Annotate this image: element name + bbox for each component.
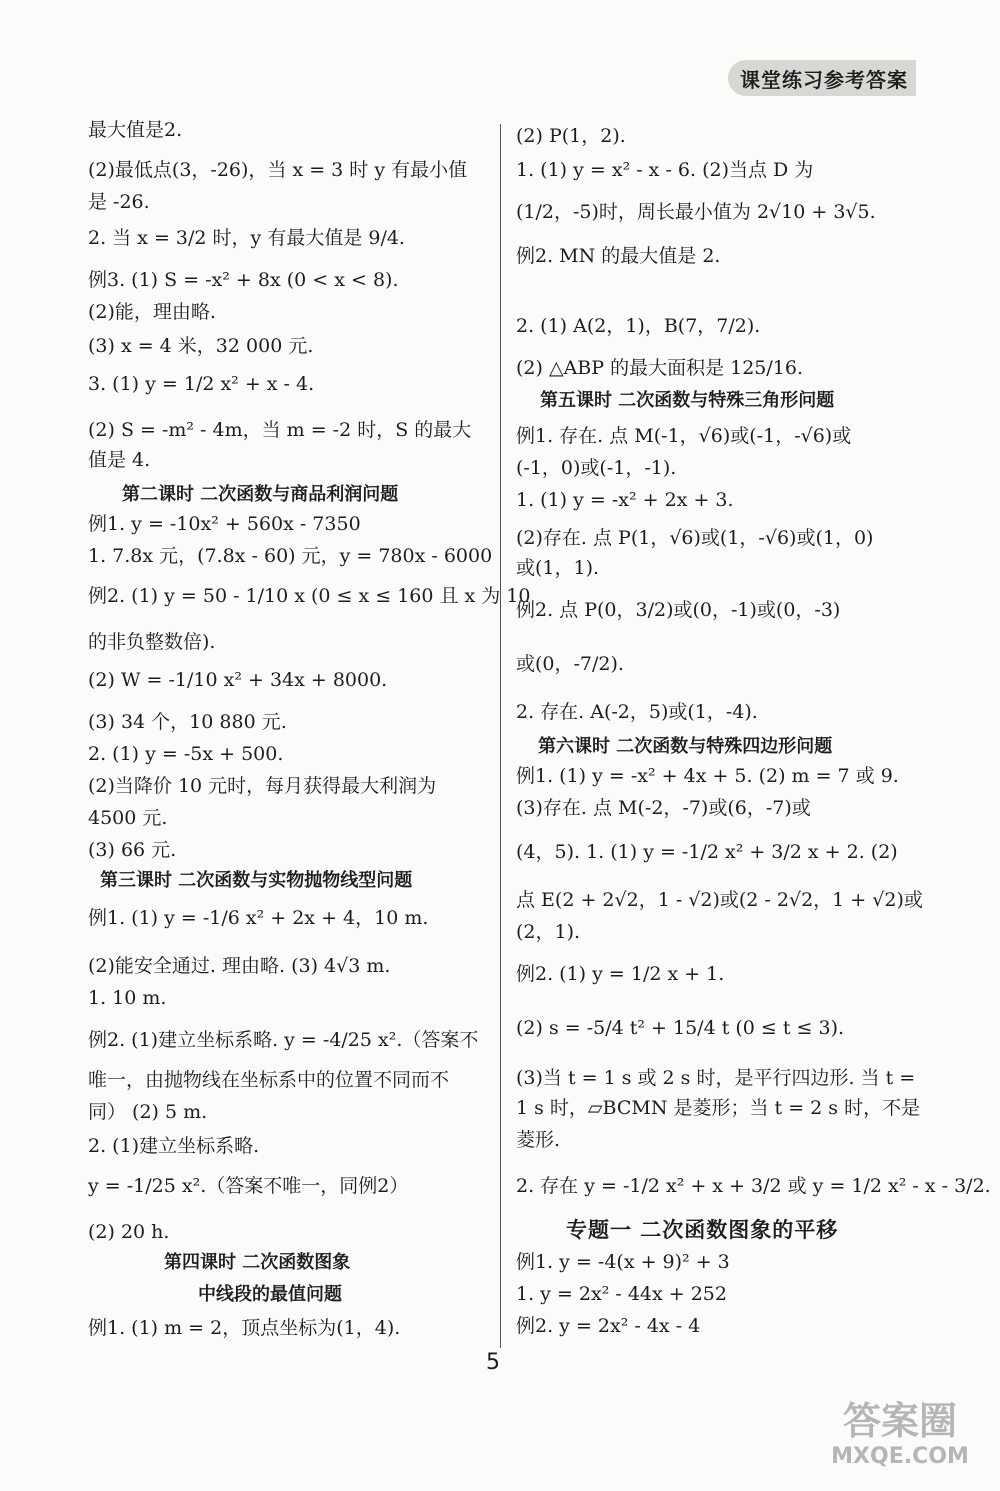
watermark-logo bbox=[820, 1398, 980, 1478]
answer-line: (2) P(1，2). bbox=[516, 125, 626, 147]
answer-line: 2. (1)建立坐标系略. bbox=[88, 1135, 260, 1157]
section-heading: 第二课时 二次函数与商品利润问题 bbox=[122, 484, 399, 505]
answer-line: 是 -26. bbox=[88, 191, 150, 213]
answer-line: 最大值是2. bbox=[88, 119, 183, 141]
answer-line: (2) S = -m² - 4m，当 m = -2 时，S 的最大 bbox=[88, 419, 472, 441]
answer-line: 例2. (1) y = 50 - 1/10 x (0 ≤ x ≤ 160 且 x 为 10 bbox=[88, 585, 531, 607]
answer-line: 例2. MN 的最大值是 2. bbox=[516, 245, 721, 267]
answer-line: (2) W = -1/10 x² + 34x + 8000. bbox=[88, 669, 388, 691]
answer-line: (1/2，-5)时，周长最小值为 2√10 + 3√5. bbox=[516, 201, 876, 223]
answer-line: 1. y = 2x² - 44x + 252 bbox=[516, 1283, 727, 1305]
section-heading: 第六课时 二次函数与特殊四边形问题 bbox=[538, 736, 833, 757]
answer-line: 唯一，由抛物线在坐标系中的位置不同而不 bbox=[88, 1069, 450, 1091]
answer-line: (2)能，理由略. bbox=[88, 301, 216, 323]
answer-line: y = -1/25 x².（答案不唯一，同例2） bbox=[88, 1175, 409, 1197]
header-title: 课堂练习参考答案 bbox=[740, 68, 908, 92]
answer-line: 例3. (1) S = -x² + 8x (0 < x < 8). bbox=[88, 269, 399, 291]
answer-line: 值是 4. bbox=[88, 449, 151, 471]
answer-line: 3. (1) y = 1/2 x² + x - 4. bbox=[88, 373, 315, 395]
answer-line: 1. (1) y = -x² + 2x + 3. bbox=[516, 489, 734, 511]
answer-line: 例1. y = -10x² + 560x - 7350 bbox=[88, 513, 361, 535]
page-number: 5 bbox=[486, 1350, 500, 1375]
answer-line: 4500 元. bbox=[88, 807, 168, 829]
answer-line: 例1. (1) y = -1/6 x² + 2x + 4，10 m. bbox=[88, 907, 429, 929]
answer-line: (3)当 t = 1 s 或 2 s 时，是平行四边形. 当 t = bbox=[516, 1067, 916, 1089]
answer-line: 2. (1) A(2，1)，B(7，7/2). bbox=[516, 315, 761, 337]
answer-line: 例2. (1) y = 1/2 x + 1. bbox=[516, 963, 725, 985]
answer-line: 例2. 点 P(0，3/2)或(0，-1)或(0，-3) bbox=[516, 599, 841, 621]
section-heading: 中线段的最值问题 bbox=[198, 1284, 342, 1305]
answer-line: 或(0，-7/2). bbox=[516, 653, 624, 675]
answer-line: 菱形. bbox=[516, 1129, 561, 1151]
answer-line: 同） (2) 5 m. bbox=[88, 1101, 208, 1123]
answer-line: (2) 20 h. bbox=[88, 1221, 170, 1243]
answer-line: (3)存在. 点 M(-2，-7)或(6，-7)或 bbox=[516, 797, 811, 819]
answer-line: (2)最低点(3，-26)，当 x = 3 时 y 有最小值 bbox=[88, 159, 468, 181]
answer-line: (-1，0)或(-1，-1). bbox=[516, 457, 677, 479]
answer-line: 例1. 存在. 点 M(-1，√6)或(-1，-√6)或 bbox=[516, 425, 852, 447]
answer-line: 的非负整数倍). bbox=[88, 631, 216, 653]
answer-line: 或(1，1). bbox=[516, 557, 600, 579]
section-heading: 第三课时 二次函数与实物抛物线型问题 bbox=[100, 870, 413, 891]
answer-line: 例1. (1) y = -x² + 4x + 5. (2) m = 7 或 9. bbox=[516, 765, 899, 787]
column-divider bbox=[500, 124, 501, 1348]
answer-line: (4，5). 1. (1) y = -1/2 x² + 3/2 x + 2. (2) bbox=[516, 841, 898, 863]
answer-line: (2)能安全通过. 理由略. (3) 4√3 m. bbox=[88, 955, 391, 977]
answer-line: (2，1). bbox=[516, 921, 581, 943]
answer-line: (2)存在. 点 P(1，√6)或(1，-√6)或(1，0) bbox=[516, 527, 874, 549]
answer-line: 1. 10 m. bbox=[88, 987, 167, 1009]
watermark-url: MXQE.COM bbox=[831, 1444, 969, 1469]
answer-line: 2. 当 x = 3/2 时，y 有最大值是 9/4. bbox=[88, 227, 405, 249]
answer-line: 例2. y = 2x² - 4x - 4 bbox=[516, 1315, 701, 1337]
answer-line: 例1. (1) m = 2，顶点坐标为(1，4). bbox=[88, 1317, 401, 1339]
topic-heading: 专题一 二次函数图象的平移 bbox=[566, 1218, 839, 1242]
answer-line: (3) x = 4 米，32 000 元. bbox=[88, 335, 314, 357]
answer-line: 2. (1) y = -5x + 500. bbox=[88, 743, 284, 765]
answer-line: 例2. (1)建立坐标系略. y = -4/25 x².（答案不 bbox=[88, 1029, 479, 1051]
section-heading: 第四课时 二次函数图象 bbox=[164, 1252, 351, 1273]
answer-line: 2. 存在. A(-2，5)或(1，-4). bbox=[516, 701, 758, 723]
answer-line: (2)当降价 10 元时，每月获得最大利润为 bbox=[88, 775, 437, 797]
answer-line: (3) 34 个，10 880 元. bbox=[88, 711, 287, 733]
answer-line: (3) 66 元. bbox=[88, 839, 177, 861]
answer-line: 1. 7.8x 元，(7.8x - 60) 元，y = 780x - 6000 bbox=[88, 545, 493, 567]
answer-line: 例1. y = -4(x + 9)² + 3 bbox=[516, 1251, 730, 1273]
section-heading: 第五课时 二次函数与特殊三角形问题 bbox=[540, 390, 835, 411]
answer-line: 1 s 时，▱BCMN 是菱形；当 t = 2 s 时，不是 bbox=[516, 1097, 921, 1119]
watermark-main: 答案圈 bbox=[842, 1399, 957, 1443]
answer-line: 2. 存在 y = -1/2 x² + x + 3/2 或 y = 1/2 x² - x - 3/2. bbox=[516, 1175, 991, 1197]
answer-line: 点 E(2 + 2√2，1 - √2)或(2 - 2√2，1 + √2)或 bbox=[516, 889, 923, 911]
answer-line: 1. (1) y = x² - x - 6. (2)当点 D 为 bbox=[516, 159, 814, 181]
answer-line: (2) △ABP 的最大面积是 125/16. bbox=[516, 357, 803, 379]
answer-line: (2) s = -5/4 t² + 15/4 t (0 ≤ t ≤ 3). bbox=[516, 1017, 845, 1039]
